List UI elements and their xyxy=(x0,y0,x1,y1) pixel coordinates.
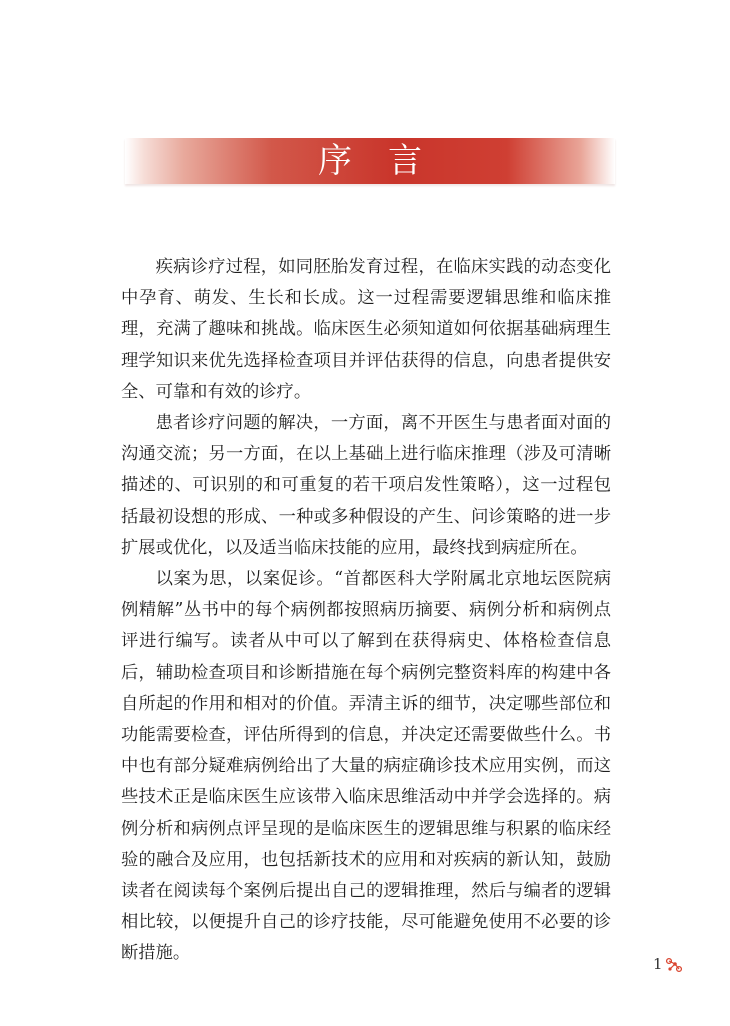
paragraph-1: 疾病诊疗过程，如同胚胎发育过程，在临床实践的动态变化中孕育、萌发、生长和长成。这一过程需要逻辑思维和临床推理，充满了趣味和挑战。临床医生必须知道如何依据基础病理生理学知识来优先选择检查项目并评估获得的信息，向患者提供安全、可靠和有效的诊疗。 xyxy=(121,257,611,402)
preface-body xyxy=(121,252,611,970)
paragraph-3: 以案为思，以案促诊。“首都医科大学附属北京地坛医院病例精解”丛书中的每个病例都按照病历摘要、病例分析和病例点评进行编写。读者从中可以了解到在获得病史、体格检查信息后，辅助检查项目和诊断措施在每个病例完整资料库的构建中各自所起的作用和相对的价值。弄清主诉的细节，决定哪些部位和功能需要检查，评估所得到的信息，并决定还需要做些什么。书中也有部分疑难病例给出了大量的病症确诊技术应用实例，而这些技术正是临床医生应该带入临床思维活动中并学会选择的。病例分析和病例点评呈现的是临床医生的逻辑思维与积累的临床经验的融合及应用，也包括新技术的应用和对疾病的新认知，鼓励读者在阅读每个案例后提出自己的逻辑推理，然后与编者的逻辑相比较，以便提升自己的诊疗技能，尽可能避免使用不必要的诊断措施。 xyxy=(121,569,611,964)
title-banner xyxy=(125,138,615,184)
page-number: 1 xyxy=(653,955,663,973)
molecule-icon xyxy=(665,957,683,973)
page-title: 序言 xyxy=(318,141,458,181)
paragraph-2: 患者诊疗问题的解决，一方面，离不开医生与患者面对面的沟通交流；另一方面，在以上基础上进行临床推理（涉及可清晰描述的、可识别的和可重复的若干项启发性策略），这一过程包括最初设想的形成、一种或多种假设的产生、问诊策略的进一步扩展或优化，以及适当临床技能的应用，最终找到病症所在。 xyxy=(121,413,611,558)
